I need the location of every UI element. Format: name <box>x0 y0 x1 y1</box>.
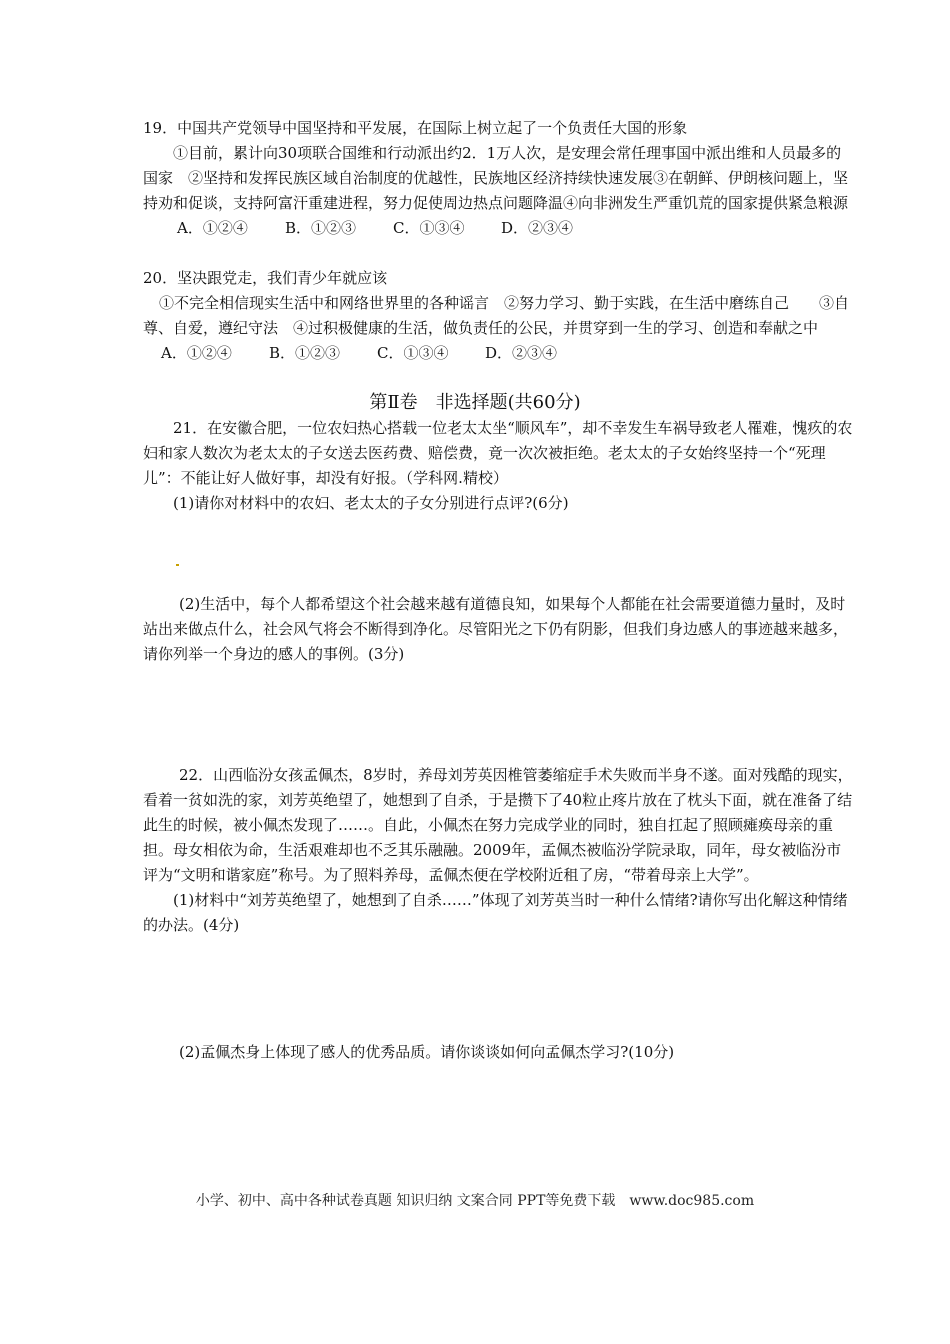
question-19 <box>143 116 855 241</box>
question-19-options <box>143 216 855 241</box>
question-21-sub2: (2)生活中，每个人都希望这个社会越来越有道德良知，如果每个人都能在社会需要道德力量时，及时站出来做点什么，社会风气将会不断得到净化。尽管阳光之下仍有阴影，但我们身边感人的事迹越来越多，请你列举一个身边的感人的事例。(3分) <box>143 595 849 663</box>
option-b: B．①②③ <box>269 344 341 362</box>
option-d: D．②③④ <box>485 344 558 362</box>
option-a: A．①②④ <box>177 219 248 237</box>
option-d: D．②③④ <box>501 219 574 237</box>
question-22-sub2: (2)孟佩杰身上体现了感人的优秀品质。请你谈谈如何向孟佩杰学习?(10分) <box>179 1043 675 1061</box>
page-footer: 小学、初中、高中各种试卷真题 知识归纳 文案合同 PPT等免费下载 www.doc985.com <box>195 1193 755 1209</box>
question-20-options <box>143 341 855 366</box>
option-a: A．①②④ <box>161 344 232 362</box>
section-2-title: 第Ⅱ卷 非选择题(共60分) <box>369 392 581 413</box>
question-19-body: ①目前，累计向30项联合国维和行动派出约2．1万人次，是安理会常任理事国中派出维和人员最多的国家 ②坚持和发挥民族区域自治制度的优越性，民族地区经济持续快速发展③在朝鲜、伊朗核问题上，坚持劝和促谈，支持阿富汗重建进程，努力促使周边热点问题降温④向非洲发生严重饥荒的国家提供紧急粮源 <box>143 144 849 212</box>
stray-mark <box>176 564 179 566</box>
question-21-sub1: (1)请你对材料中的农妇、老太太的子女分别进行点评?(6分) <box>173 494 569 512</box>
question-19-stem: 19．中国共产党领导中国坚持和平发展，在国际上树立起了一个负责任大国的形象 <box>143 119 688 137</box>
question-22 <box>143 763 855 938</box>
option-b: B．①②③ <box>285 219 357 237</box>
option-c: C．①③④ <box>377 344 449 362</box>
question-20-body: ①不完全相信现实生活中和网络世界里的各种谣言 ②努力学习、勤于实践，在生活中磨练自己 ③自尊、自爱，遵纪守法 ④过积极健康的生活，做负责任的公民，并贯穿到一生的学习、创造和奉献之中 <box>143 294 850 337</box>
question-22-stem: 22．山西临汾女孩孟佩杰，8岁时，养母刘芳英因椎管萎缩症手术失败而半身不遂。面对残酷的现实，看着一贫如洗的家，刘芳英绝望了，她想到了自杀，于是攒下了40粒止疼片放在了枕头下面，就在准备了结此生的时候，被小佩杰发现了……。自此，小佩杰在努力完成学业的同时，独自扛起了照顾瘫痪母亲的重担。母女相依为命，生活艰难却也不乏其乐融融。2009年，孟佩杰被临汾学院录取，同年，母女被临汾市评为“文明和谐家庭”称号。为了照料养母，孟佩杰便在学校附近租了房，“带着母亲上大学”。 <box>143 766 853 884</box>
question-21-part2 <box>143 592 855 667</box>
question-22-part2 <box>143 1040 855 1065</box>
question-21 <box>143 416 855 516</box>
question-21-stem: 21．在安徽合肥，一位农妇热心搭载一位老太太坐“顺风车”，却不幸发生车祸导致老人罹难，愧疚的农妇和家人数次为老太太的子女送去医药费、赔偿费，竟一次次被拒绝。老太太的子女始终坚持一个“死理儿”：不能让好人做好事，却没有好报。（学科网.精校） <box>143 419 853 487</box>
question-20-stem: 20．坚决跟党走，我们青少年就应该 <box>143 269 388 287</box>
option-c: C．①③④ <box>393 219 465 237</box>
question-22-sub1: (1)材料中“刘芳英绝望了，她想到了自杀……”体现了刘芳英当时一种什么情绪?请你写出化解这种情绪的办法。(4分) <box>143 891 848 934</box>
question-20 <box>143 266 855 366</box>
